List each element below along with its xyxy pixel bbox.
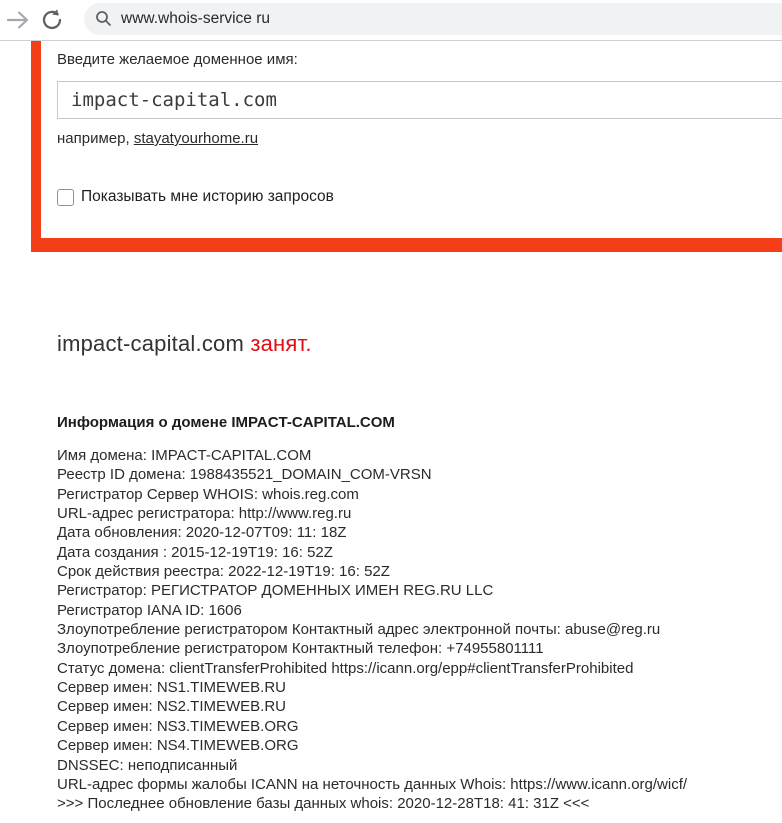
whois-line: Злоупотребление регистратором Контактный адрес электронной почты: abuse@reg.ru <box>57 621 661 639</box>
domain-input[interactable] <box>57 81 782 119</box>
result-heading <box>57 331 312 357</box>
whois-line: Имя домена: IMPACT-CAPITAL.COM <box>57 447 312 464</box>
whois-line: Злоупотребление регистратором Контактный телефон: +74955801111 <box>57 640 544 658</box>
history-checkbox-label: Показывать мне историю запросов <box>81 188 334 205</box>
whois-line: Сервер имен: NS2.TIMEWEB.RU <box>57 698 286 716</box>
whois-line: URL-адрес регистратора: http://www.reg.ru <box>57 505 352 523</box>
forward-icon[interactable] <box>4 6 32 34</box>
whois-line: Дата создания : 2015-12-19T19: 16: 52Z <box>57 543 333 561</box>
history-checkbox-row <box>57 188 334 206</box>
address-bar[interactable] <box>84 3 782 35</box>
whois-line: Срок действия реестра: 2022-12-19T19: 16: 52Z <box>57 563 390 581</box>
result-domain: impact-capital.com <box>57 331 244 356</box>
result-status: занят. <box>250 331 312 356</box>
url-text[interactable]: www.whois-service ru <box>121 10 271 27</box>
history-checkbox[interactable] <box>57 189 74 206</box>
whois-line: DNSSEC: неподписанный <box>57 756 238 774</box>
search-icon <box>95 10 112 32</box>
example-domain-link[interactable]: stayatyourhome.ru <box>133 130 259 147</box>
example-hint <box>57 130 258 147</box>
whois-line: Регистратор Сервер WHOIS: whois.reg.com <box>57 485 359 503</box>
reload-icon[interactable] <box>38 6 66 34</box>
whois-line: Сервер имен: NS3.TIMEWEB.ORG <box>57 717 299 735</box>
whois-line: Сервер имен: NS4.TIMEWEB.ORG <box>57 737 299 755</box>
whois-line: URL-адрес формы жалобы ICANN на неточность данных Whois: https://www.icann.org/wicf/ <box>57 775 688 793</box>
whois-line: Реестр ID домена: 1988435521_DOMAIN_COM-VRSN <box>57 466 432 484</box>
whois-line: Регистратор IANA ID: 1606 <box>57 601 242 619</box>
domain-input-label: Введите желаемое доменное имя: <box>57 51 298 68</box>
whois-line: Статус домена: clientTransferProhibited https://icann.org/epp#clientTransferProhibited <box>57 659 634 677</box>
browser-toolbar <box>0 0 782 40</box>
toolbar-divider <box>0 40 782 41</box>
whois-record <box>57 446 778 814</box>
domain-info-heading: Информация о домене IMPACT-CAPITAL.COM <box>57 414 395 431</box>
whois-line: Дата обновления: 2020-12-07T09: 11: 18Z <box>57 524 347 542</box>
whois-line: Регистратор: РЕГИСТРАТОР ДОМЕННЫХ ИМЕН REG.RU LLC <box>57 582 494 600</box>
example-hint-prefix: например, <box>57 130 134 147</box>
whois-line: >>> Последнее обновление базы данных whois: 2020-12-28T18: 41: 31Z <<< <box>57 795 590 813</box>
whois-line: Сервер имен: NS1.TIMEWEB.RU <box>57 679 286 697</box>
